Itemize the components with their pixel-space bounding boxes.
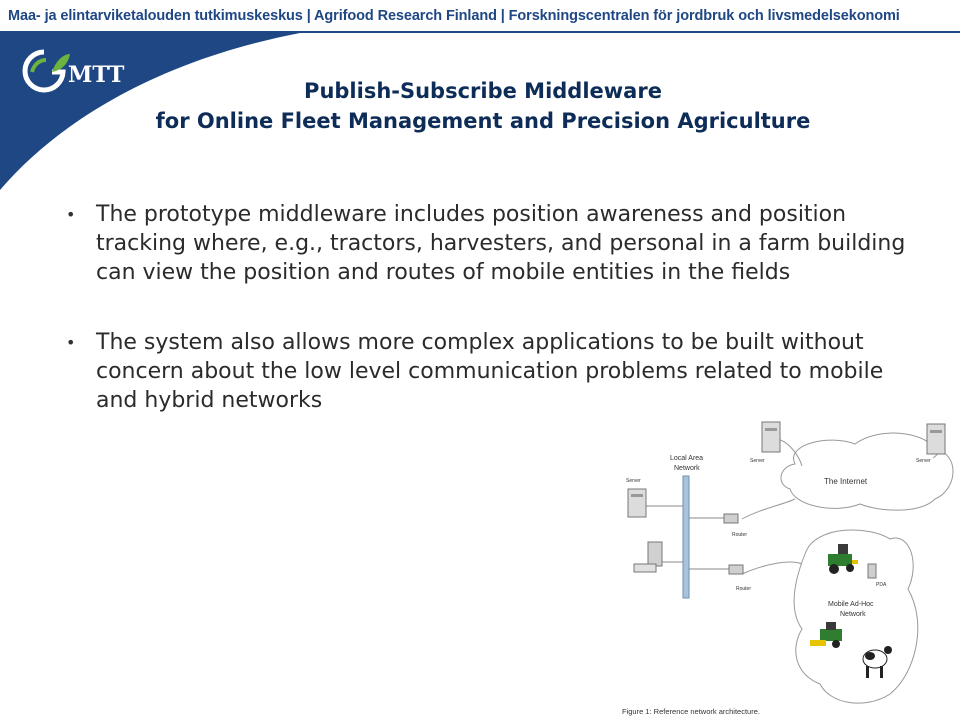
institution-header: Maa- ja elintarviketalouden tutkimuskeskus | Agrifood Research Finland | Forskningscentralen för jordbruk och livsmedelsekonomi <box>8 8 900 24</box>
server-icon <box>927 424 945 454</box>
title-line-2: for Online Fleet Management and Precision Agriculture <box>155 109 811 133</box>
lan-bus <box>683 476 689 598</box>
server-label-mid: Server <box>750 458 765 464</box>
network-architecture-figure <box>590 414 960 720</box>
bullet-text: The prototype middleware includes position awareness and position tracking where, e.g., tractors, harvesters, and personal in a farm building can view the position and routes of mobile entities in the fields <box>96 202 906 285</box>
router-label-2: Router <box>736 586 752 592</box>
bullet-item <box>66 200 906 287</box>
lan-label-2: Network <box>674 465 700 472</box>
bullet-dot-icon: • <box>66 333 76 352</box>
pda-label: PDA <box>876 582 887 588</box>
router-label-1: Router <box>732 532 748 538</box>
server-label-right: Server <box>916 458 931 464</box>
adhoc-label-2: Network <box>840 611 866 618</box>
server-icon <box>628 489 646 517</box>
figure-caption: Figure 1: Reference network architecture. <box>622 707 760 716</box>
pda-icon <box>868 564 876 578</box>
adhoc-label-1: Mobile Ad-Hoc <box>828 601 874 608</box>
bullet-text: The system also allows more complex applications to be built without concern about the low level communication problems related to mobile and hybrid networks <box>96 330 884 413</box>
bullet-dot-icon: • <box>66 205 76 224</box>
lan-label-1: Local Area <box>670 455 704 462</box>
router-icon <box>729 565 743 574</box>
title-line-1: Publish-Subscribe Middleware <box>304 79 662 103</box>
server-label-left: Server <box>626 478 641 484</box>
internet-label: The Internet <box>824 477 868 486</box>
bullet-item <box>66 328 906 415</box>
router-icon <box>724 514 738 523</box>
server-icon <box>762 422 780 452</box>
slide-title <box>100 76 866 136</box>
logo-text: MTT <box>68 62 125 88</box>
